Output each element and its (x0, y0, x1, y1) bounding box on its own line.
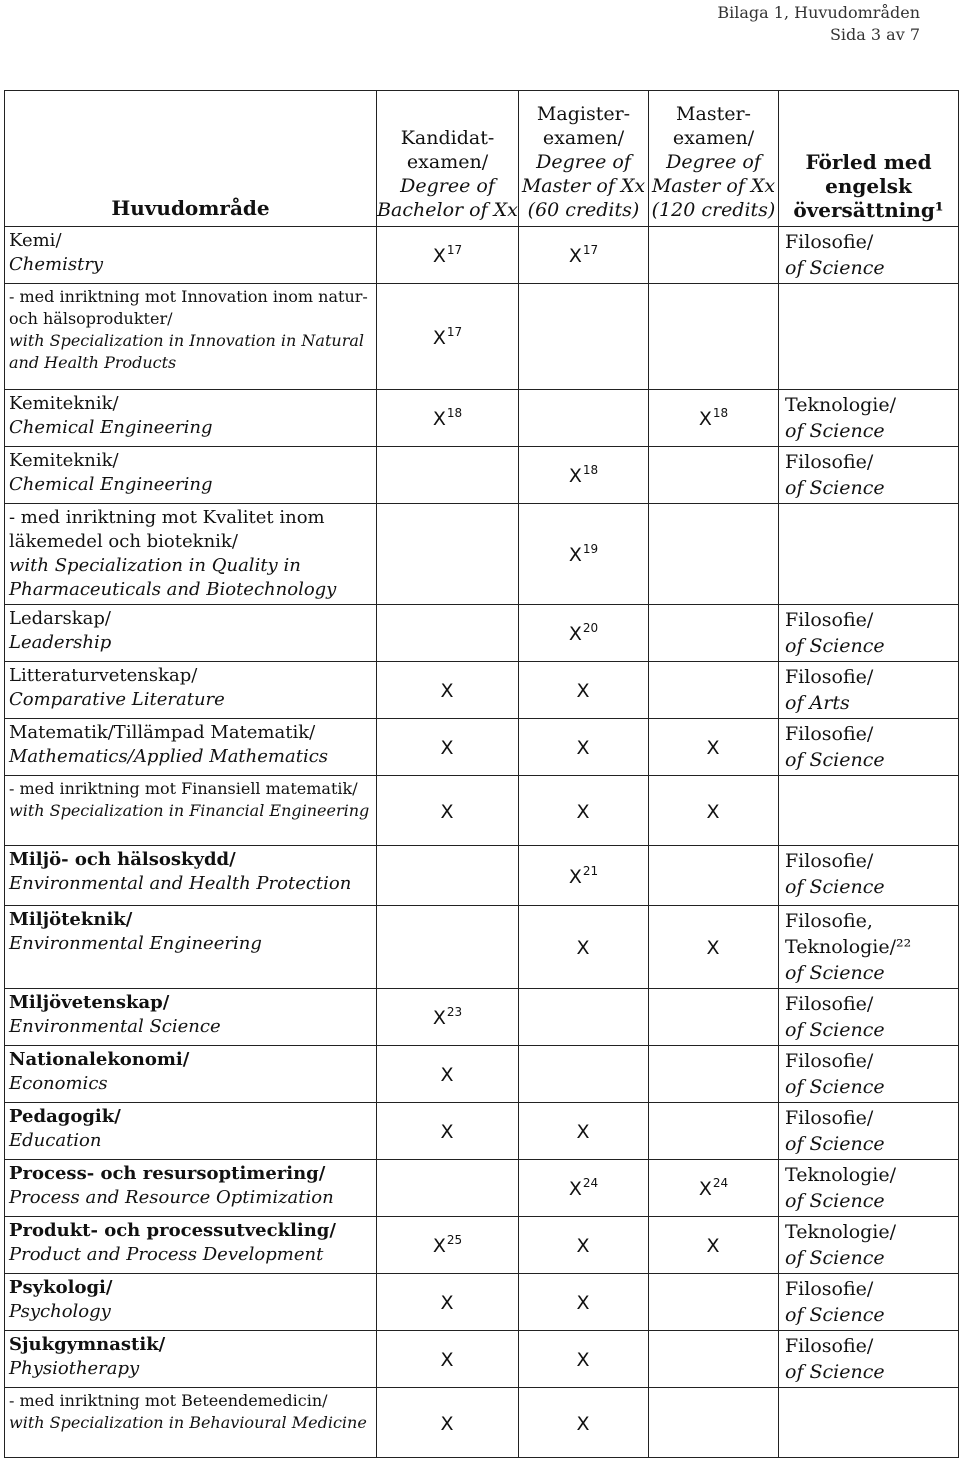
table-row (5, 662, 959, 719)
table-row (5, 284, 959, 390)
magister-mark: X (519, 1331, 649, 1388)
main-area-sv: - med inriktning mot Finansiell matematik/ (9, 779, 358, 798)
main-area-en: Environmental and Health Protection (9, 873, 352, 894)
forled-cell: Filosofie/ of Science (779, 719, 959, 776)
main-area-sv: Nationalekonomi/ (9, 1049, 190, 1070)
main-area-sv: Matematik/Tillämpad Matematik/ (9, 722, 316, 743)
master-mark: X (649, 1217, 779, 1274)
master-mark (649, 1388, 779, 1458)
kandidat-mark (377, 605, 519, 662)
main-area-en: Physiotherapy (9, 1358, 140, 1379)
main-area-en: Mathematics/Applied Mathematics (9, 746, 329, 767)
kandidat-mark: $X^{23}$ (377, 989, 519, 1046)
main-area-cell (5, 1103, 377, 1160)
kandidat-mark (377, 504, 519, 605)
main-area-cell (5, 1331, 377, 1388)
table-row (5, 906, 959, 989)
master-mark: X (649, 719, 779, 776)
forled-cell: Filosofie/ of Science (779, 227, 959, 284)
table-row (5, 227, 959, 284)
table-row (5, 390, 959, 447)
magister-mark: X (519, 776, 649, 846)
main-area-cell (5, 1274, 377, 1331)
main-area-sv: Kemi/ (9, 230, 62, 251)
main-area-cell (5, 1046, 377, 1103)
main-area-sv: Miljö- och hälsoskydd/ (9, 849, 236, 870)
forled-cell: Filosofie/ of Science (779, 447, 959, 504)
kandidat-mark (377, 906, 519, 989)
main-area-sv: Kemiteknik/ (9, 393, 119, 414)
main-area-en: Education (9, 1130, 102, 1151)
main-area-cell (5, 846, 377, 906)
main-area-sv: Produkt- och processutveckling/ (9, 1220, 336, 1241)
main-area-en: Chemical Engineering (9, 417, 213, 438)
main-area-cell (5, 906, 377, 989)
master-mark (649, 1274, 779, 1331)
forled-cell: Filosofie/ of Science (779, 846, 959, 906)
kandidat-mark (377, 447, 519, 504)
kandidat-mark: $X^{17}$ (377, 227, 519, 284)
magister-mark (519, 390, 649, 447)
main-area-en: Chemical Engineering (9, 474, 213, 495)
main-area-cell (5, 1160, 377, 1217)
forled-cell: Teknologie/ of Science (779, 1217, 959, 1274)
main-area-cell (5, 227, 377, 284)
kandidat-mark: $X^{18}$ (377, 390, 519, 447)
kandidat-mark: X (377, 1046, 519, 1103)
table-row (5, 989, 959, 1046)
magister-mark: $X^{20}$ (519, 605, 649, 662)
master-mark: X (649, 776, 779, 846)
forled-cell: Filosofie/ of Science (779, 1103, 959, 1160)
master-mark (649, 447, 779, 504)
table-row (5, 719, 959, 776)
magister-mark: X (519, 1103, 649, 1160)
forled-cell: Filosofie/ of Science (779, 1046, 959, 1103)
kandidat-mark (377, 1160, 519, 1217)
main-area-sv: Miljövetenskap/ (9, 992, 170, 1013)
forled-cell (779, 284, 959, 390)
main-area-cell (5, 776, 377, 846)
main-area-sv: Ledarskap/ (9, 608, 111, 629)
table-row (5, 605, 959, 662)
magister-mark (519, 1046, 649, 1103)
page-number: Sida 3 av 7 (829, 25, 920, 44)
forled-cell: Filosofie/ of Science (779, 605, 959, 662)
kandidat-mark: X (377, 1331, 519, 1388)
magister-mark: $X^{18}$ (519, 447, 649, 504)
kandidat-mark: $X^{17}$ (377, 284, 519, 390)
table-row (5, 1046, 959, 1103)
main-area-cell (5, 605, 377, 662)
master-mark (649, 989, 779, 1046)
master-mark (649, 846, 779, 906)
main-area-sv: - med inriktning mot Kvalitet inom läkemedel och bioteknik/ (9, 507, 325, 552)
magister-mark: $X^{17}$ (519, 227, 649, 284)
forled-cell (779, 776, 959, 846)
main-area-en: with Specialization in Quality in Pharmaceuticals and Biotechnology (9, 555, 337, 600)
degree-table (4, 90, 959, 1458)
main-area-cell (5, 284, 377, 390)
master-mark (649, 1331, 779, 1388)
annex-label: Bilaga 1, Huvudområden (717, 3, 920, 22)
master-mark: $X^{24}$ (649, 1160, 779, 1217)
kandidat-mark: X (377, 1103, 519, 1160)
main-area-sv: Litteraturvetenskap/ (9, 665, 198, 686)
master-mark (649, 1046, 779, 1103)
forled-cell (779, 1388, 959, 1458)
col-header-magister: Magister-examen/ Degree of Master of Xx (60 credits) (519, 91, 649, 227)
kandidat-mark (377, 846, 519, 906)
col-header-forled: Förled med engelsk översättning¹ (779, 91, 959, 227)
magister-mark: $X^{24}$ (519, 1160, 649, 1217)
table-row (5, 776, 959, 846)
master-mark (649, 284, 779, 390)
master-mark (649, 662, 779, 719)
table-row (5, 504, 959, 605)
main-area-sv: - med inriktning mot Beteendemedicin/ (9, 1391, 328, 1410)
kandidat-mark: X (377, 719, 519, 776)
kandidat-mark: X (377, 1388, 519, 1458)
main-area-en: with Specialization in Behavioural Medicine (9, 1413, 367, 1432)
main-area-sv: Miljöteknik/ (9, 909, 133, 930)
main-area-en: Chemistry (9, 254, 104, 275)
main-area-sv: Pedagogik/ (9, 1106, 121, 1127)
forled-cell: Teknologie/ of Science (779, 390, 959, 447)
main-area-cell (5, 390, 377, 447)
kandidat-mark: X (377, 662, 519, 719)
forled-cell: Filosofie/ of Science (779, 1331, 959, 1388)
main-area-cell (5, 447, 377, 504)
page-header (717, 2, 920, 46)
main-area-cell (5, 1388, 377, 1458)
magister-mark: X (519, 719, 649, 776)
table-row (5, 1388, 959, 1458)
main-area-en: with Specialization in Financial Engineering (9, 801, 370, 820)
table-row (5, 1217, 959, 1274)
magister-mark: $X^{21}$ (519, 846, 649, 906)
main-area-sv: Kemiteknik/ (9, 450, 119, 471)
table-row (5, 447, 959, 504)
master-mark: X (649, 906, 779, 989)
kandidat-mark: $X^{25}$ (377, 1217, 519, 1274)
forled-cell: Filosofie/ of Science (779, 1274, 959, 1331)
master-mark (649, 227, 779, 284)
kandidat-mark: X (377, 1274, 519, 1331)
main-area-en: Environmental Engineering (9, 933, 262, 954)
magister-mark: X (519, 1217, 649, 1274)
table-row (5, 846, 959, 906)
table-header-row (5, 91, 959, 227)
main-area-en: Economics (9, 1073, 108, 1094)
magister-mark (519, 284, 649, 390)
main-area-en: with Specialization in Innovation in Natural and Health Products (9, 331, 364, 372)
main-area-en: Psychology (9, 1301, 111, 1322)
col-header-main: Huvudområde (5, 91, 377, 227)
main-area-sv: Process- och resursoptimering/ (9, 1163, 326, 1184)
table-row (5, 1103, 959, 1160)
magister-mark (519, 989, 649, 1046)
main-area-cell (5, 1217, 377, 1274)
master-mark (649, 1103, 779, 1160)
forled-cell: Teknologie/ of Science (779, 1160, 959, 1217)
main-area-cell (5, 719, 377, 776)
forled-cell: Filosofie/ of Arts (779, 662, 959, 719)
forled-cell: Filosofie/ of Science (779, 989, 959, 1046)
main-area-cell (5, 504, 377, 605)
table-row (5, 1160, 959, 1217)
magister-mark: X (519, 662, 649, 719)
main-area-sv: - med inriktning mot Innovation inom natur- och hälsoprodukter/ (9, 287, 368, 328)
master-mark (649, 504, 779, 605)
magister-mark: $X^{19}$ (519, 504, 649, 605)
master-mark: $X^{18}$ (649, 390, 779, 447)
magister-mark: X (519, 1388, 649, 1458)
main-area-en: Leadership (9, 632, 112, 653)
main-area-en: Product and Process Development (9, 1244, 324, 1265)
table-row (5, 1274, 959, 1331)
table-row (5, 1331, 959, 1388)
main-area-en: Process and Resource Optimization (9, 1187, 334, 1208)
main-area-cell (5, 989, 377, 1046)
main-area-sv: Sjukgymnastik/ (9, 1334, 166, 1355)
main-area-en: Comparative Literature (9, 689, 225, 710)
forled-cell: Filosofie, Teknologie/²² of Science (779, 906, 959, 989)
main-area-sv: Psykologi/ (9, 1277, 113, 1298)
col-header-kandidat: Kandidat-examen/ Degree of Bachelor of Xx (377, 91, 519, 227)
magister-mark: X (519, 1274, 649, 1331)
magister-mark: X (519, 906, 649, 989)
main-area-en: Environmental Science (9, 1016, 221, 1037)
main-area-cell (5, 662, 377, 719)
master-mark (649, 605, 779, 662)
forled-cell (779, 504, 959, 605)
kandidat-mark: X (377, 776, 519, 846)
col-header-master: Master-examen/ Degree of Master of Xx (120 credits) (649, 91, 779, 227)
